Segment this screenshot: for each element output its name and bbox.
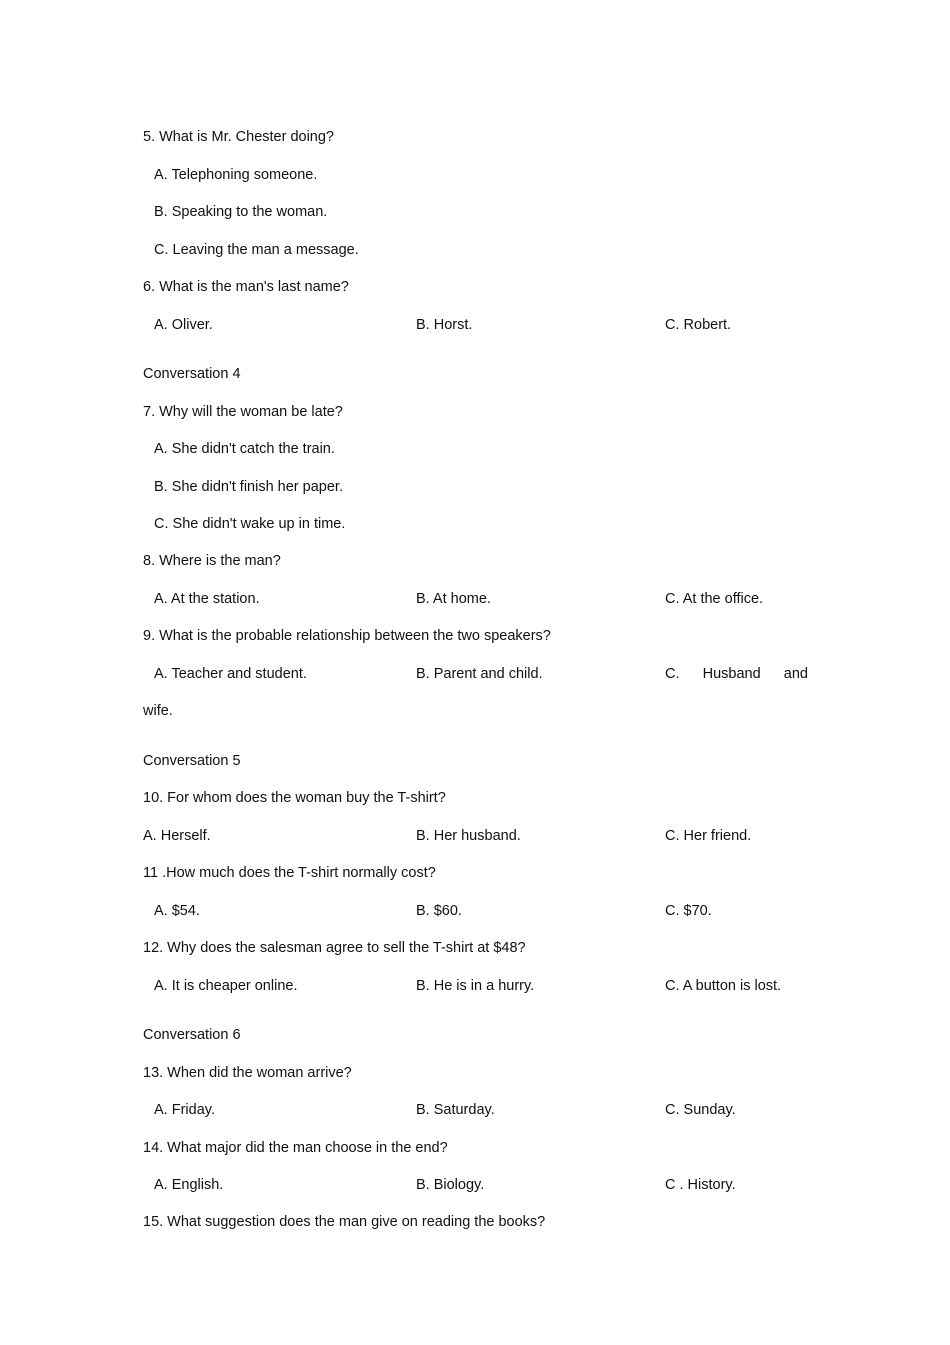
question-7-option-a: A. She didn't catch the train.	[154, 441, 335, 457]
question-11-option-b: B. $60.	[416, 903, 462, 919]
question-11-stem: 11 .How much does the T-shirt normally cost?	[143, 865, 436, 881]
question-5-option-c: C. Leaving the man a message.	[154, 242, 359, 258]
conversation-5-heading: Conversation 5	[143, 753, 241, 769]
question-14-stem: 14. What major did the man choose in the end?	[143, 1140, 448, 1156]
question-6-option-b: B. Horst.	[416, 317, 473, 333]
question-13-option-b: B. Saturday.	[416, 1102, 495, 1118]
question-10-option-b: B. Her husband.	[416, 828, 521, 844]
question-12-option-b: B. He is in a hurry.	[416, 978, 535, 994]
question-13-option-c: C. Sunday.	[665, 1102, 736, 1118]
question-11-option-c: C. $70.	[665, 903, 712, 919]
question-12-stem: 12. Why does the salesman agree to sell the T-shirt at $48?	[143, 940, 526, 956]
question-7-option-b: B. She didn't finish her paper.	[154, 479, 343, 495]
question-8-stem: 8. Where is the man?	[143, 553, 281, 569]
question-12-option-c: C. A button is lost.	[665, 978, 782, 994]
question-9-option-b: B. Parent and child.	[416, 666, 543, 682]
question-15-stem: 15. What suggestion does the man give on reading the books?	[143, 1214, 546, 1230]
question-5-option-b: B. Speaking to the woman.	[154, 204, 328, 220]
question-8-option-c: C. At the office.	[665, 591, 764, 607]
question-5-option-a: A. Telephoning someone.	[154, 167, 318, 183]
question-10-option-c: C. Her friend.	[665, 828, 752, 844]
question-6-option-c: C. Robert.	[665, 317, 732, 333]
question-9-option-c-word-1: Husband	[702, 666, 761, 682]
conversation-4-heading: Conversation 4	[143, 366, 241, 382]
question-9-option-c-letter: C.	[665, 666, 680, 682]
question-14-option-c: C . History.	[665, 1177, 736, 1193]
question-13-option-a: A. Friday.	[154, 1102, 215, 1118]
question-9-option-c	[665, 665, 808, 683]
question-13-stem: 13. When did the woman arrive?	[143, 1065, 352, 1081]
question-6-option-a: A. Oliver.	[154, 317, 213, 333]
question-9-option-a: A. Teacher and student.	[154, 666, 307, 682]
question-6-stem: 6. What is the man's last name?	[143, 279, 349, 295]
question-9-option-c-wrap: wife.	[143, 703, 173, 719]
question-11-option-a: A. $54.	[154, 903, 200, 919]
conversation-6-heading: Conversation 6	[143, 1027, 241, 1043]
question-12-option-a: A. It is cheaper online.	[154, 978, 298, 994]
question-8-option-b: B. At home.	[416, 591, 491, 607]
question-14-option-b: B. Biology.	[416, 1177, 485, 1193]
question-9-stem: 9. What is the probable relationship between the two speakers?	[143, 628, 551, 644]
question-10-stem: 10. For whom does the woman buy the T-shirt?	[143, 790, 446, 806]
question-10-option-a: A. Herself.	[143, 828, 211, 844]
question-14-option-a: A. English.	[154, 1177, 224, 1193]
question-5-stem: 5. What is Mr. Chester doing?	[143, 129, 334, 145]
question-8-option-a: A. At the station.	[154, 591, 260, 607]
question-7-option-c: C. She didn't wake up in time.	[154, 516, 346, 532]
question-9-option-c-word-2: and	[783, 666, 808, 682]
question-7-stem: 7. Why will the woman be late?	[143, 404, 343, 420]
